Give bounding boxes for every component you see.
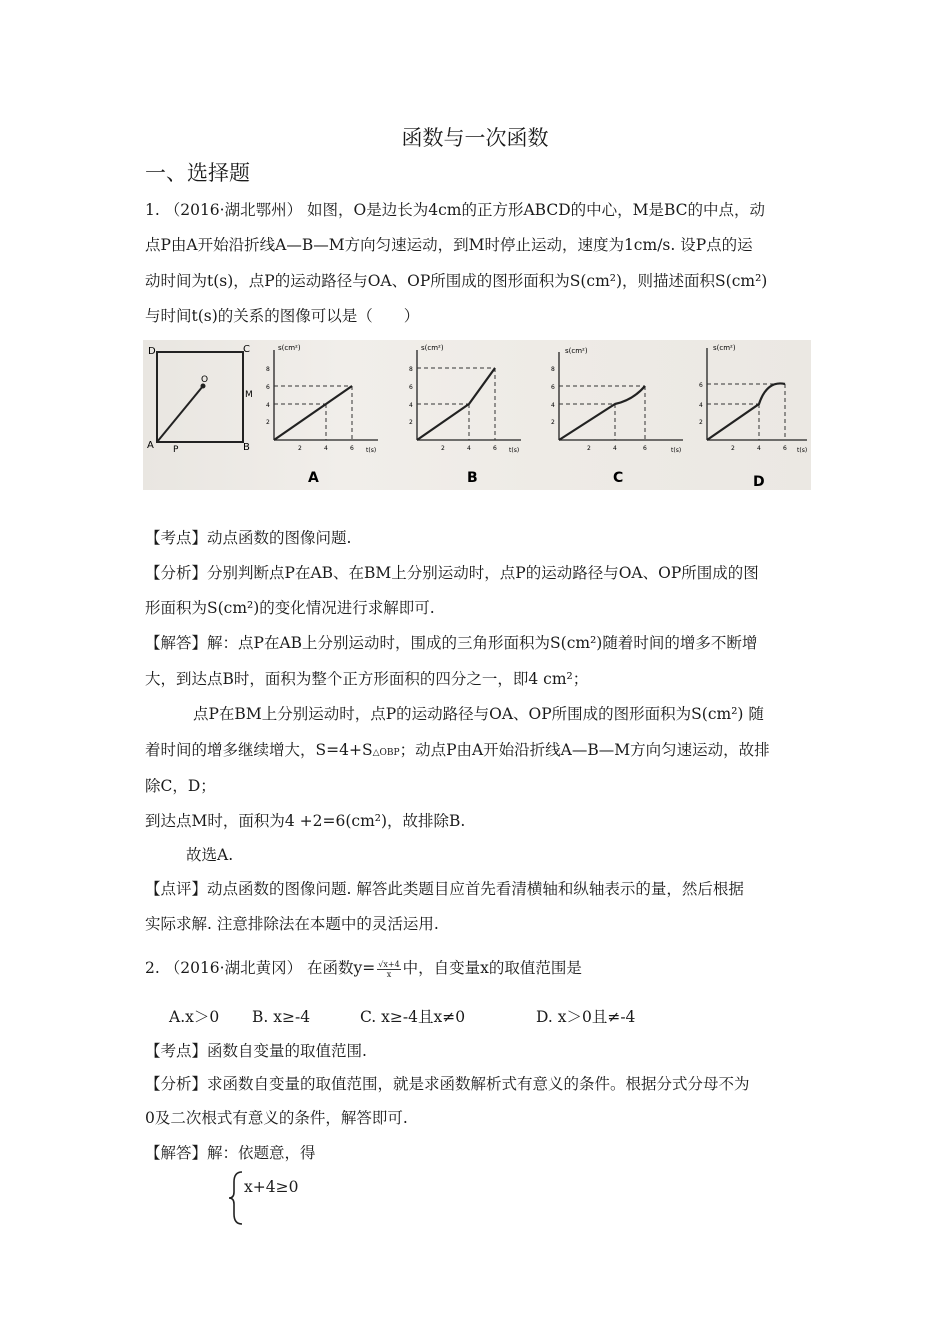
q1-jieda-2: 大，到达点B时，面积为整个正方形面积的四分之一，即4 cm²； <box>145 670 589 688</box>
q2-fenxi <box>145 1074 750 1094</box>
label-b: B <box>243 442 250 453</box>
graph-d-option-label: D <box>753 474 765 490</box>
graph-c-xtick: 2 <box>587 445 591 452</box>
graph-b-ytick: 6 <box>409 384 413 391</box>
q2-fraction-denominator: x <box>386 969 392 979</box>
graph-a-y-label: s(cm²) <box>278 344 301 352</box>
q1-kaodian-text: 动点函数的图像问题. <box>207 529 352 547</box>
q2-fraction <box>377 960 400 979</box>
tag-jieda: 【解答】 <box>145 634 208 652</box>
graph-a-x-label: t(s) <box>366 447 377 454</box>
q2-option-d: D. x＞0且≠-4 <box>536 1008 636 1026</box>
graph-c-y-label: s(cm²) <box>565 347 588 355</box>
graph-a-xtick: 4 <box>324 445 328 452</box>
section-heading: 一、选择题 <box>145 161 250 185</box>
graph-a-curve <box>274 386 352 440</box>
graph-d-curve <box>707 383 785 440</box>
graph-c-ytick: 8 <box>551 366 555 373</box>
graph-a-ytick: 2 <box>266 419 270 426</box>
graph-b-x-label: t(s) <box>509 447 520 454</box>
graph-c-curve <box>559 386 645 440</box>
graph-a-ytick: 4 <box>266 402 270 409</box>
graph-c-ytick: 4 <box>551 402 555 409</box>
q2-fraction-numerator: √x+4 <box>378 959 400 969</box>
graph-d-x-label: t(s) <box>797 447 808 454</box>
q2-jieda-text: 解：依题意，得 <box>207 1144 316 1162</box>
system-brace <box>226 1170 246 1226</box>
q2-stem <box>145 958 582 979</box>
graph-a-xtick: 2 <box>298 445 302 452</box>
q2-option-a: A.x＞0 <box>169 1008 220 1026</box>
graph-b-ytick: 4 <box>409 402 413 409</box>
q2-option-b: B. x≥-4 <box>252 1008 311 1026</box>
q1-kaodian <box>145 528 351 548</box>
tag-fenxi: 【分析】 <box>145 564 208 582</box>
q1-jieda-4a: 着时间的增多继续增大，S=4+S <box>145 741 373 759</box>
graph-c-option-label: C <box>613 470 624 486</box>
graph-b-xtick: 6 <box>493 445 497 452</box>
q1-dianping <box>145 879 744 899</box>
q2-option-c: C. x≥-4且x≠0 <box>360 1008 466 1026</box>
graph-c-ytick: 2 <box>551 419 555 426</box>
graph-d-xtick: 4 <box>757 445 761 452</box>
q1-stem-line-3: 动时间为t(s)，点P的运动路径与OA、OP所围成的图形面积为S(cm²)，则描述面积S(cm²) <box>145 272 768 290</box>
q1-jieda-6: 到达点M时，面积为4 +2=6(cm²)，故排除B. <box>145 812 466 830</box>
graph-a-option-label: A <box>308 470 319 486</box>
page-title: 函数与一次函数 <box>401 126 549 150</box>
q1-jieda-4 <box>145 740 770 763</box>
tag-kaodian: 【考点】 <box>145 529 208 547</box>
graph-option-d <box>699 344 807 490</box>
q1-jieda-4-subscript: △OBP <box>372 748 400 758</box>
q1-figure-svg <box>143 340 811 490</box>
tag-kaodian: 【考点】 <box>145 1042 208 1060</box>
graph-b-option-label: B <box>467 470 478 486</box>
label-o: O <box>201 375 209 385</box>
graph-a-ytick: 8 <box>266 366 270 373</box>
graph-b-xtick: 4 <box>467 445 471 452</box>
q1-stem-line-4: 与时间t(s)的关系的图像可以是（ ） <box>145 307 420 325</box>
graph-d-ytick: 6 <box>699 382 703 389</box>
q1-fenxi-text: 分别判断点P在AB、在BM上分别运动时，点P的运动路径与OA、OP所围成的图 <box>207 564 759 582</box>
graph-d-ytick: 4 <box>699 402 703 409</box>
square-abcd <box>157 352 243 442</box>
q1-fenxi-2: 形面积为S(cm²)的变化情况进行求解即可. <box>145 599 435 617</box>
q1-jieda-text: 解：点P在AB上分别运动时，围成的三角形面积为S(cm²)随着时间的增多不断增 <box>207 634 758 652</box>
label-p: P <box>173 445 179 455</box>
tag-fenxi: 【分析】 <box>145 1075 208 1093</box>
label-d: D <box>148 346 156 357</box>
q2-system-line-1: x+4≥0 <box>244 1178 299 1196</box>
q2-kaodian-text: 函数自变量的取值范围. <box>207 1042 367 1060</box>
q1-jieda-7: 故选A. <box>186 846 234 864</box>
graph-a-ytick: 6 <box>266 384 270 391</box>
q1-jieda <box>145 633 757 653</box>
graph-d-xtick: 2 <box>731 445 735 452</box>
graph-b-xtick: 2 <box>441 445 445 452</box>
graph-c-x-label: t(s) <box>671 447 682 454</box>
q1-stem-line-2: 点P由A开始沿折线A—B—M方向匀速运动，到M时停止运动，速度为1cm/s. 设P点的运 <box>145 236 753 254</box>
graph-b-ytick: 2 <box>409 419 413 426</box>
q1-fenxi <box>145 563 759 583</box>
q2-fenxi-2: 0及二次根式有意义的条件，解答即可. <box>145 1109 408 1127</box>
q1-figure <box>143 340 811 490</box>
q2-stem-a: 2. （2016·湖北黄冈） 在函数y= <box>145 959 376 977</box>
label-c: C <box>243 344 250 355</box>
label-m: M <box>245 390 253 400</box>
q2-kaodian <box>145 1041 367 1061</box>
graph-d-xtick: 6 <box>783 445 787 452</box>
graph-c-xtick: 4 <box>613 445 617 452</box>
graph-c-xtick: 6 <box>643 445 647 452</box>
graph-b-ytick: 8 <box>409 366 413 373</box>
label-a: A <box>147 440 154 451</box>
tag-jieda: 【解答】 <box>145 1144 208 1162</box>
q2-jieda <box>145 1143 316 1163</box>
graph-d-ytick: 2 <box>699 419 703 426</box>
graph-option-a <box>266 344 378 486</box>
graph-option-b <box>409 344 521 486</box>
tag-dianping: 【点评】 <box>145 880 208 898</box>
graph-b-y-label: s(cm²) <box>421 344 444 352</box>
graph-a-xtick: 6 <box>350 445 354 452</box>
q1-jieda-4b: ；动点P由A开始沿折线A—B—M方向匀速运动，故排 <box>399 741 770 759</box>
graph-c-ytick: 6 <box>551 384 555 391</box>
q1-jieda-3: 点P在BM上分别运动时，点P的运动路径与OA、OP所围成的图形面积为S(cm²) 随 <box>193 705 764 723</box>
q2-stem-b: 中，自变量x的取值范围是 <box>402 959 582 977</box>
q1-stem-line-1: 1. （2016·湖北鄂州） 如图，O是边长为4cm的正方形ABCD的中心，M是BC的中点，动 <box>145 201 766 219</box>
q1-jieda-5: 除C，D； <box>145 777 216 795</box>
q1-dianping-text: 动点函数的图像问题. 解答此类题目应首先看清横轴和纵轴表示的量，然后根据 <box>207 880 744 898</box>
q2-fenxi-text: 求函数自变量的取值范围，就是求函数解析式有意义的条件。根据分式分母不为 <box>207 1075 750 1093</box>
graph-option-c <box>551 347 683 486</box>
q1-dianping-2: 实际求解. 注意排除法在本题中的灵活运用. <box>145 915 439 933</box>
graph-d-y-label: s(cm²) <box>713 344 736 352</box>
